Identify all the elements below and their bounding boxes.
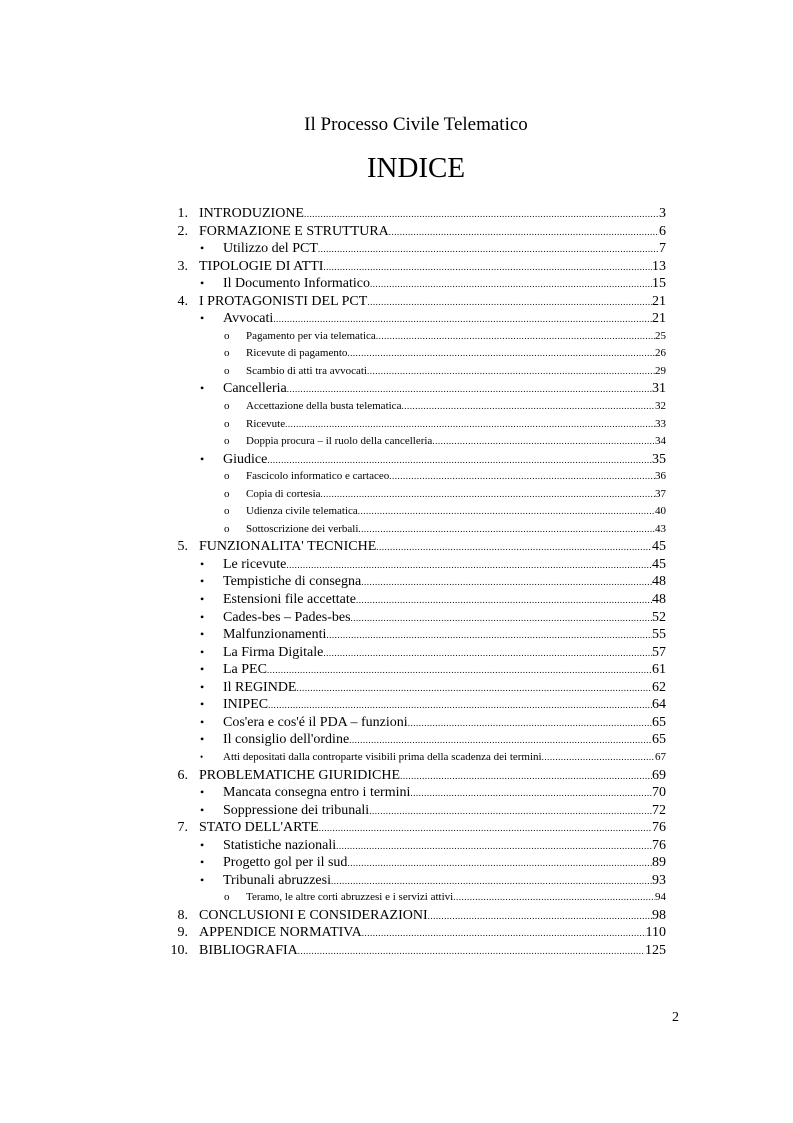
toc-entry-page: 76: [652, 837, 666, 853]
circle-bullet-icon: o: [224, 364, 230, 377]
toc-entry[interactable]: [166, 521, 666, 539]
dot-leader: [336, 838, 652, 855]
bullet-icon: •: [200, 872, 205, 887]
toc-entry[interactable]: [166, 889, 666, 907]
toc-entry-page: 29: [655, 364, 666, 377]
bullet-icon: •: [200, 627, 205, 642]
bullet-icon: •: [200, 751, 204, 762]
toc-entry[interactable]: [166, 854, 666, 872]
toc-entry-number: 6.: [177, 767, 188, 783]
toc-entry-page: 25: [655, 329, 666, 342]
toc-entry-title: Accettazione della busta telematica: [246, 400, 402, 413]
toc-entry-page: 72: [652, 802, 666, 818]
toc-entry-title: Teramo, le altre corti abruzzesi e i servizi attivi: [246, 891, 454, 904]
circle-bullet-icon: o: [224, 400, 230, 413]
toc-entry-title: BIBLIOGRAFIA: [199, 942, 298, 958]
dot-leader: [268, 697, 652, 714]
dot-leader: [401, 398, 655, 416]
toc-entry-page: 52: [652, 609, 666, 625]
toc-entry-page: 69: [652, 767, 666, 783]
toc-entry-page: 48: [652, 574, 666, 590]
bullet-icon: •: [200, 241, 205, 256]
toc-entry-title: Il consiglio dell'ordine: [223, 732, 350, 748]
toc-entry-page: 33: [655, 417, 666, 430]
dot-leader: [408, 715, 652, 732]
toc-entry-title: Il Documento Informatico: [223, 276, 370, 292]
toc-entry-number: 8.: [177, 907, 188, 923]
toc-entry[interactable]: [166, 416, 666, 434]
toc-entry-page: 61: [652, 662, 666, 678]
dot-leader: [321, 486, 655, 504]
dot-leader: [297, 680, 653, 697]
circle-bullet-icon: o: [224, 470, 230, 483]
toc-entry-page: 32: [655, 400, 666, 413]
bullet-icon: •: [200, 837, 205, 852]
circle-bullet-icon: o: [224, 417, 230, 430]
toc-entry-page: 94: [655, 891, 666, 904]
circle-bullet-icon: o: [224, 522, 230, 535]
toc-entry[interactable]: [166, 679, 666, 697]
toc-entry-title: APPENDICE NORMATIVA: [199, 925, 362, 941]
toc-entry-page: 70: [652, 785, 666, 801]
toc-entry[interactable]: [166, 872, 666, 890]
toc-entry-title: Malfunzionamenti: [223, 627, 327, 643]
toc-entry-page: 21: [652, 293, 666, 309]
dot-leader: [267, 452, 652, 469]
toc-entry-title: Cos'era e cos'é il PDA – funzioni: [223, 714, 408, 730]
toc-entry-number: 9.: [177, 925, 188, 941]
dot-leader: [286, 557, 652, 574]
toc-entry[interactable]: [166, 503, 666, 521]
dot-leader: [376, 539, 652, 556]
dot-leader: [367, 363, 655, 381]
document-title: Il Processo Civile Telematico: [304, 114, 528, 135]
dot-leader: [369, 803, 652, 820]
bullet-icon: •: [200, 556, 205, 571]
toc-entry-title: Tempistiche di consegna: [223, 574, 362, 590]
toc-entry-title: Sottoscrizione dei verbali: [246, 522, 359, 535]
toc-entry-page: 67: [655, 750, 666, 763]
circle-bullet-icon: o: [224, 891, 230, 904]
toc-entry-number: 2.: [177, 223, 188, 239]
bullet-icon: •: [200, 732, 205, 747]
toc-entry[interactable]: [166, 293, 666, 311]
bullet-icon: •: [200, 785, 205, 800]
toc-entry-page: 64: [652, 697, 666, 713]
toc-entry-title: Udienza civile telematica: [246, 505, 358, 518]
toc-entry-title: Progetto gol per il sud: [223, 855, 348, 871]
bullet-icon: •: [200, 311, 205, 326]
bullet-icon: •: [200, 662, 205, 677]
toc-entry-number: 1.: [177, 206, 188, 221]
toc-entry-title: Fascicolo informatico e cartaceo: [246, 470, 390, 483]
bullet-icon: •: [200, 381, 205, 396]
dot-leader: [331, 873, 652, 890]
dot-leader: [298, 943, 645, 960]
circle-bullet-icon: o: [224, 505, 230, 518]
toc-entry[interactable]: [166, 661, 666, 679]
toc-entry[interactable]: [166, 398, 666, 416]
toc-entry-page: 110: [645, 925, 666, 941]
toc-entry-title: Copia di cortesia: [246, 487, 321, 500]
toc-entry-title: Doppia procura – il ruolo della cancelleria: [246, 435, 433, 448]
bullet-icon: •: [200, 855, 205, 870]
toc-entry-page: 7: [659, 241, 666, 257]
toc-entry[interactable]: [166, 626, 666, 644]
toc-entry-page: 3: [659, 206, 666, 221]
dot-leader: [376, 328, 655, 346]
toc-entry-page: 6: [659, 223, 666, 239]
dot-leader: [358, 521, 655, 539]
toc-entry[interactable]: [166, 696, 666, 714]
toc-entry[interactable]: [166, 223, 666, 241]
toc-entry-page: 98: [652, 907, 666, 923]
toc-entry-page: 13: [652, 258, 666, 274]
toc-entry-title: Utilizzo del PCT: [223, 241, 318, 257]
toc-entry[interactable]: [166, 363, 666, 381]
toc-entry-page: 48: [652, 592, 666, 608]
toc-entry[interactable]: [166, 942, 666, 960]
dot-leader: [323, 259, 652, 276]
toc-entry-page: 31: [652, 381, 666, 397]
bullet-icon: •: [200, 644, 205, 659]
dot-leader: [351, 610, 652, 627]
toc-entry[interactable]: [166, 433, 666, 451]
toc-entry-page: 62: [652, 679, 666, 695]
toc-entry[interactable]: [166, 907, 666, 925]
toc-entry-title: CONCLUSIONI E CONSIDERAZIONI: [199, 907, 428, 923]
toc-entry-title: Ricevute di pagamento: [246, 347, 348, 360]
toc-entry-title: La PEC: [223, 662, 267, 678]
bullet-icon: •: [200, 592, 205, 607]
circle-bullet-icon: o: [224, 329, 230, 342]
toc-entry-title: Tribunali abruzzesi: [223, 872, 331, 888]
dot-leader: [347, 345, 655, 363]
dot-leader: [304, 206, 659, 223]
toc-entry-title: STATO DELL'ARTE: [199, 820, 319, 836]
toc-entry[interactable]: [166, 749, 666, 767]
toc-entry-title: PROBLEMATICHE GIURIDICHE: [199, 767, 401, 783]
toc-entry-title: Le ricevute: [223, 556, 287, 572]
toc-entry-page: 45: [652, 539, 666, 555]
toc-entry-page: 40: [655, 505, 666, 518]
toc-entry-page: 76: [652, 820, 666, 836]
bullet-icon: •: [200, 802, 205, 817]
toc-entry-title: FORMAZIONE E STRUTTURA: [199, 223, 389, 239]
bullet-icon: •: [200, 451, 205, 466]
toc-entry-title: Estensioni file accettate: [223, 592, 356, 608]
toc-entry-title: Giudice: [223, 451, 268, 467]
toc-entry-title: Avvocati: [223, 311, 274, 327]
toc-entry[interactable]: [166, 380, 666, 398]
toc-entry-page: 65: [652, 732, 666, 748]
toc-entry[interactable]: [166, 486, 666, 504]
toc-entry[interactable]: [166, 345, 666, 363]
toc-entry-number: 3.: [177, 258, 188, 274]
toc-entry-page: 36: [655, 470, 666, 483]
dot-leader: [362, 925, 646, 942]
toc-entry-title: Cancelleria: [223, 381, 287, 397]
toc-entry-page: 57: [652, 644, 666, 660]
dot-leader: [287, 381, 652, 398]
toc-entry-page: 21: [652, 311, 666, 327]
dot-leader: [319, 820, 652, 837]
dot-leader: [285, 416, 655, 434]
bullet-icon: •: [200, 276, 205, 291]
toc-entry-title: TIPOLOGIE DI ATTI: [199, 258, 324, 274]
dot-leader: [356, 592, 652, 609]
toc-entry[interactable]: [166, 784, 666, 802]
dot-leader: [273, 311, 652, 328]
toc-entry-title: Statistiche nazionali: [223, 837, 337, 853]
toc-entry[interactable]: [166, 556, 666, 574]
toc-entry[interactable]: [166, 451, 666, 469]
toc-entry-page: 35: [652, 451, 666, 467]
toc-entry-title: INTRODUZIONE: [199, 206, 304, 221]
toc-entry[interactable]: [166, 609, 666, 627]
dot-leader: [428, 908, 652, 925]
toc-entry-page: 55: [652, 627, 666, 643]
toc-entry[interactable]: [166, 275, 666, 293]
dot-leader: [349, 732, 652, 749]
toc-entry-page: 89: [652, 855, 666, 871]
dot-leader: [432, 433, 655, 451]
toc-entry-page: 34: [655, 435, 666, 448]
toc-entry-title: Soppressione dei tribunali: [223, 802, 370, 818]
dot-leader: [361, 574, 652, 591]
dot-leader: [347, 855, 652, 872]
toc-entry-title: Mancata consegna entro i termini: [223, 785, 411, 801]
dot-leader: [389, 224, 659, 241]
bullet-icon: •: [200, 574, 205, 589]
dot-leader: [389, 468, 655, 486]
dot-leader: [542, 749, 655, 767]
index-heading: INDICE: [366, 152, 466, 184]
toc-entry[interactable]: [166, 538, 666, 556]
toc-entry-number: 10.: [170, 942, 188, 958]
page-number: 2: [672, 1010, 679, 1025]
dot-leader: [318, 241, 659, 258]
toc-entry[interactable]: [166, 731, 666, 749]
toc-entry[interactable]: [166, 258, 666, 276]
toc-entry-page: 125: [645, 942, 666, 958]
bullet-icon: •: [200, 679, 205, 694]
dot-leader: [367, 294, 652, 311]
dot-leader: [323, 645, 652, 662]
toc-entry-number: 4.: [177, 293, 188, 309]
toc-entry-title: Il REGINDE: [223, 679, 297, 695]
toc-entry[interactable]: [166, 591, 666, 609]
toc-entry[interactable]: [166, 644, 666, 662]
circle-bullet-icon: o: [224, 347, 230, 360]
bullet-icon: •: [200, 714, 205, 729]
toc-entry-title: Atti depositati dalla controparte visibili prima della scadenza dei termini: [223, 750, 542, 763]
circle-bullet-icon: o: [224, 435, 230, 448]
dot-leader: [400, 768, 652, 785]
circle-bullet-icon: o: [224, 487, 230, 500]
dot-leader: [267, 662, 652, 679]
toc-entry-page: 93: [652, 872, 666, 888]
table-of-contents: [166, 205, 666, 960]
toc-entry-page: 43: [655, 522, 666, 535]
toc-entry[interactable]: [166, 837, 666, 855]
toc-entry-title: I PROTAGONISTI DEL PCT: [199, 293, 368, 309]
toc-entry-title: Scambio di atti tra avvocati: [246, 364, 367, 377]
toc-entry[interactable]: [166, 468, 666, 486]
toc-entry-number: 7.: [177, 820, 188, 836]
toc-entry[interactable]: [166, 924, 666, 942]
toc-entry[interactable]: [166, 240, 666, 258]
toc-entry[interactable]: [166, 310, 666, 328]
toc-entry-page: 37: [655, 487, 666, 500]
toc-entry-page: 45: [652, 556, 666, 572]
dot-leader: [370, 276, 652, 293]
toc-entry-page: 26: [655, 347, 666, 360]
bullet-icon: •: [200, 609, 205, 624]
toc-entry-title: FUNZIONALITA' TECNICHE: [199, 539, 377, 555]
toc-entry-title: Pagamento per via telematica: [246, 329, 376, 342]
toc-entry-page: 65: [652, 714, 666, 730]
toc-entry[interactable]: [166, 714, 666, 732]
toc-entry-page: 15: [652, 276, 666, 292]
toc-entry[interactable]: [166, 819, 666, 837]
dot-leader: [358, 503, 655, 521]
toc-entry-title: Cades-bes – Pades-bes: [223, 609, 351, 625]
bullet-icon: •: [200, 697, 205, 712]
toc-entry[interactable]: [166, 205, 666, 223]
dot-leader: [410, 785, 652, 802]
toc-entry-title: INIPEC: [223, 697, 269, 713]
toc-entry-title: La Firma Digitale: [223, 644, 324, 660]
toc-entry-title: Ricevute: [246, 417, 286, 430]
toc-entry[interactable]: [166, 767, 666, 785]
dot-leader: [326, 627, 652, 644]
toc-entry-number: 5.: [177, 539, 188, 555]
toc-entry[interactable]: [166, 328, 666, 346]
dot-leader: [453, 889, 655, 907]
toc-entry[interactable]: [166, 802, 666, 820]
toc-entry[interactable]: [166, 573, 666, 591]
